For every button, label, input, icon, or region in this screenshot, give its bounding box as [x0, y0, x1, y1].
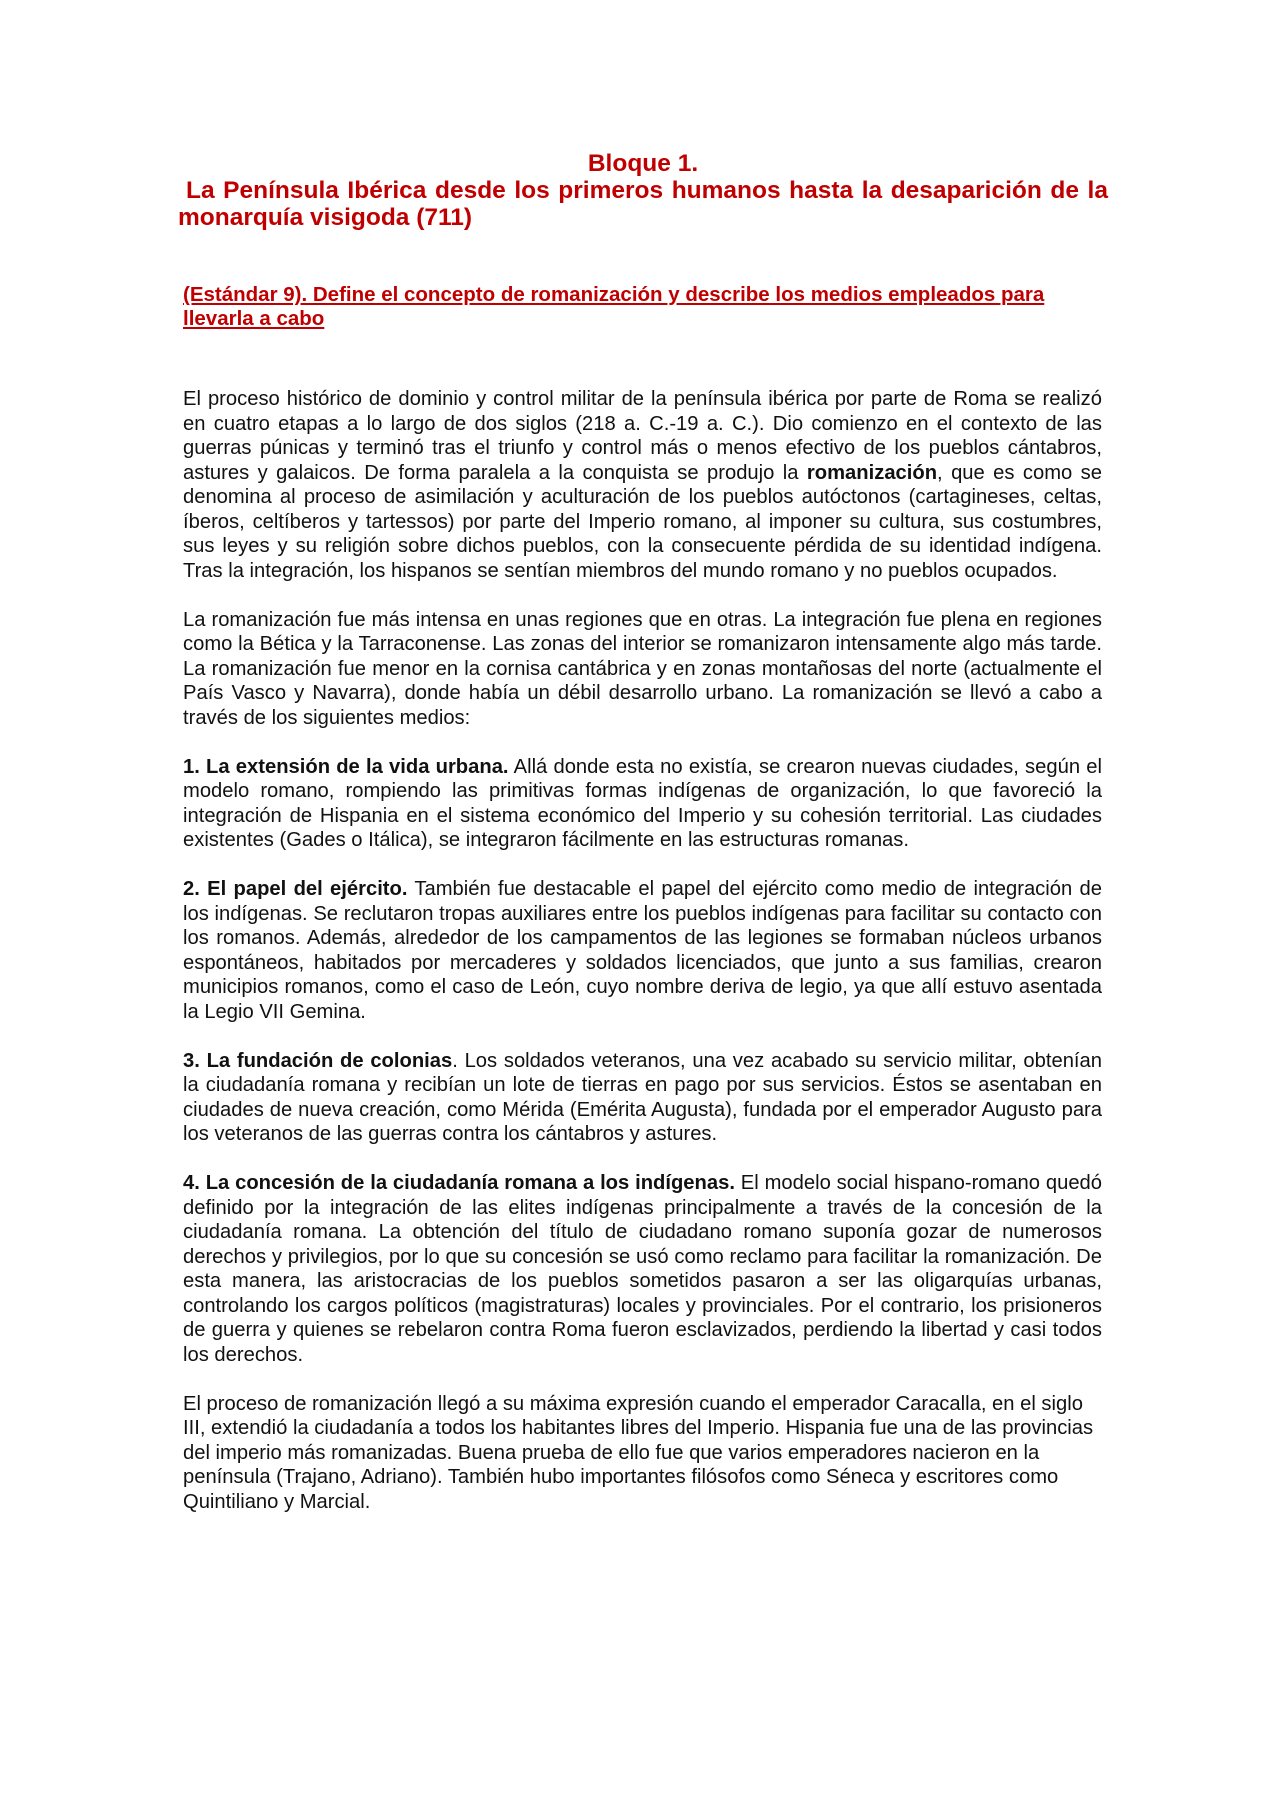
medio-paragraph-3: [183, 1049, 1102, 1147]
document-body: [183, 387, 1102, 1539]
medio-title: 3. La fundación de colonias: [183, 1049, 453, 1072]
romanizacion-term: romanización: [806, 461, 938, 484]
intro-paragraph-2: La romanización fue más intensa en unas regiones que en otras. La integración fue plena en regiones como la Bética y la Tarraconense. Las zonas del interior se romanizaron intensamente algo más tarde. La romanización fue menor en la cornisa cantábrica y en zonas montañosas del norte (actualmente el País Vasco y Navarra), donde había un débil desarrollo urbano. La romanización se llevó a cabo a través de los siguientes medios:: [183, 608, 1102, 729]
standard-heading: (Estándar 9). Define el concepto de romanización y describe los medios empleados para llevarla a cabo: [183, 283, 1045, 330]
medio-title: 4. La concesión de la ciudadanía romana a los indígenas.: [183, 1172, 735, 1194]
intro-paragraph-1: [183, 387, 1102, 583]
intro-text-b: , que es como se denomina al proceso de asimilación y aculturación de los pueblos autóctonos (cartagineses, celtas, íberos, celtíberos y tartessos) por parte del Imperio romano, al imponer su cultura, sus costumbres, sus leyes y su religión sobre dichos pueblos, con la consecuente pérdida de su identidad indígena. Tras la integración, los hispanos se sentían miembros del mundo romano y no pueblos ocupados.: [183, 461, 1103, 582]
medio-title: 1. La extensión de la vida urbana.: [183, 755, 509, 778]
medio-paragraph-2: [183, 877, 1102, 1024]
intro-text-a: El proceso histórico de dominio y control militar de la península ibérica por parte de Roma se realizó en cuatro etapas a lo largo de dos siglos (218 a. C.-19 a. C.). Dio comienzo en el contexto de las guerras púnicas y terminó tras el triunfo y control más o menos efectivo de los pueblos cántabros, astures y galaicos. De forma paralela a la conquista se produjo la: [183, 388, 1102, 484]
medio-paragraph-4: [183, 1171, 1102, 1367]
document-header: [178, 150, 1108, 231]
block-title: La Península Ibérica desde los primeros humanos hasta la desaparición de la monarquía visigoda (711): [178, 177, 1108, 231]
medio-title: 2. El papel del ejército.: [183, 878, 408, 900]
medio-text: . Los soldados veteranos, una vez acabado su servicio militar, obtenían la ciudadanía romana y recibían un lote de tierras en pago por sus servicios. Éstos se asentaban en ciudades de nueva creación, como Mérida (Emérita Augusta), fundada por el emperador Augusto para los veteranos de las guerras contra los cántabros y astures.: [183, 1049, 1103, 1145]
medio-text: El modelo social hispano-romano quedó definido por la integración de las elites indígenas principalmente a través de la concesión de la ciudadanía romana. La obtención del título de ciudadano romano suponía gozar de numerosos derechos y privilegios, por lo que su concesión se usó como reclamo para facilitar la romanización. De esta manera, las aristocracias de los pueblos sometidos pasaron a ser las oligarquías urbanas, controlando los cargos políticos (magistraturas) locales y provinciales. Por el contrario, los prisioneros de guerra y quienes se rebelaron contra Roma fueron esclavizados, perdiendo la libertad y casi todos los derechos.: [183, 1172, 1103, 1366]
medio-text: Allá donde esta no existía, se crearon nuevas ciudades, según el modelo romano, rompiendo las primitivas formas indígenas de organización, lo que favoreció la integración de Hispania en el sistema económico del Imperio y su cohesión territorial. Las ciudades existentes (Gades o Itálica), se integraron fácilmente en las estructuras romanas.: [183, 755, 1102, 851]
medio-paragraph-1: [183, 755, 1102, 853]
medio-text: También fue destacable el papel del ejército como medio de integración de los indígenas. Se reclutaron tropas auxiliares entre los pueblos indígenas para facilitar su contacto con los romanos. Además, alrededor de los campamentos de las legiones se formaban núcleos urbanos espontáneos, habitados por mercaderes y soldados licenciados, que junto a sus familias, crearon municipios romanos, como el caso de León, cuyo nombre deriva de legio, ya que allí estuvo asentada la Legio VII Gemina.: [183, 878, 1102, 1023]
block-number: Bloque 1.: [587, 150, 699, 177]
conclusion-paragraph: El proceso de romanización llegó a su máxima expresión cuando el emperador Caracalla, en el siglo III, extendió la ciudadanía a todos los habitantes libres del Imperio. Hispania fue una de las provincias del imperio más romanizadas. Buena prueba de ello fue que varios emperadores nacieron en la península (Trajano, Adriano). También hubo importantes filósofos como Séneca y escritores como Quintiliano y Marcial.: [183, 1392, 1094, 1513]
